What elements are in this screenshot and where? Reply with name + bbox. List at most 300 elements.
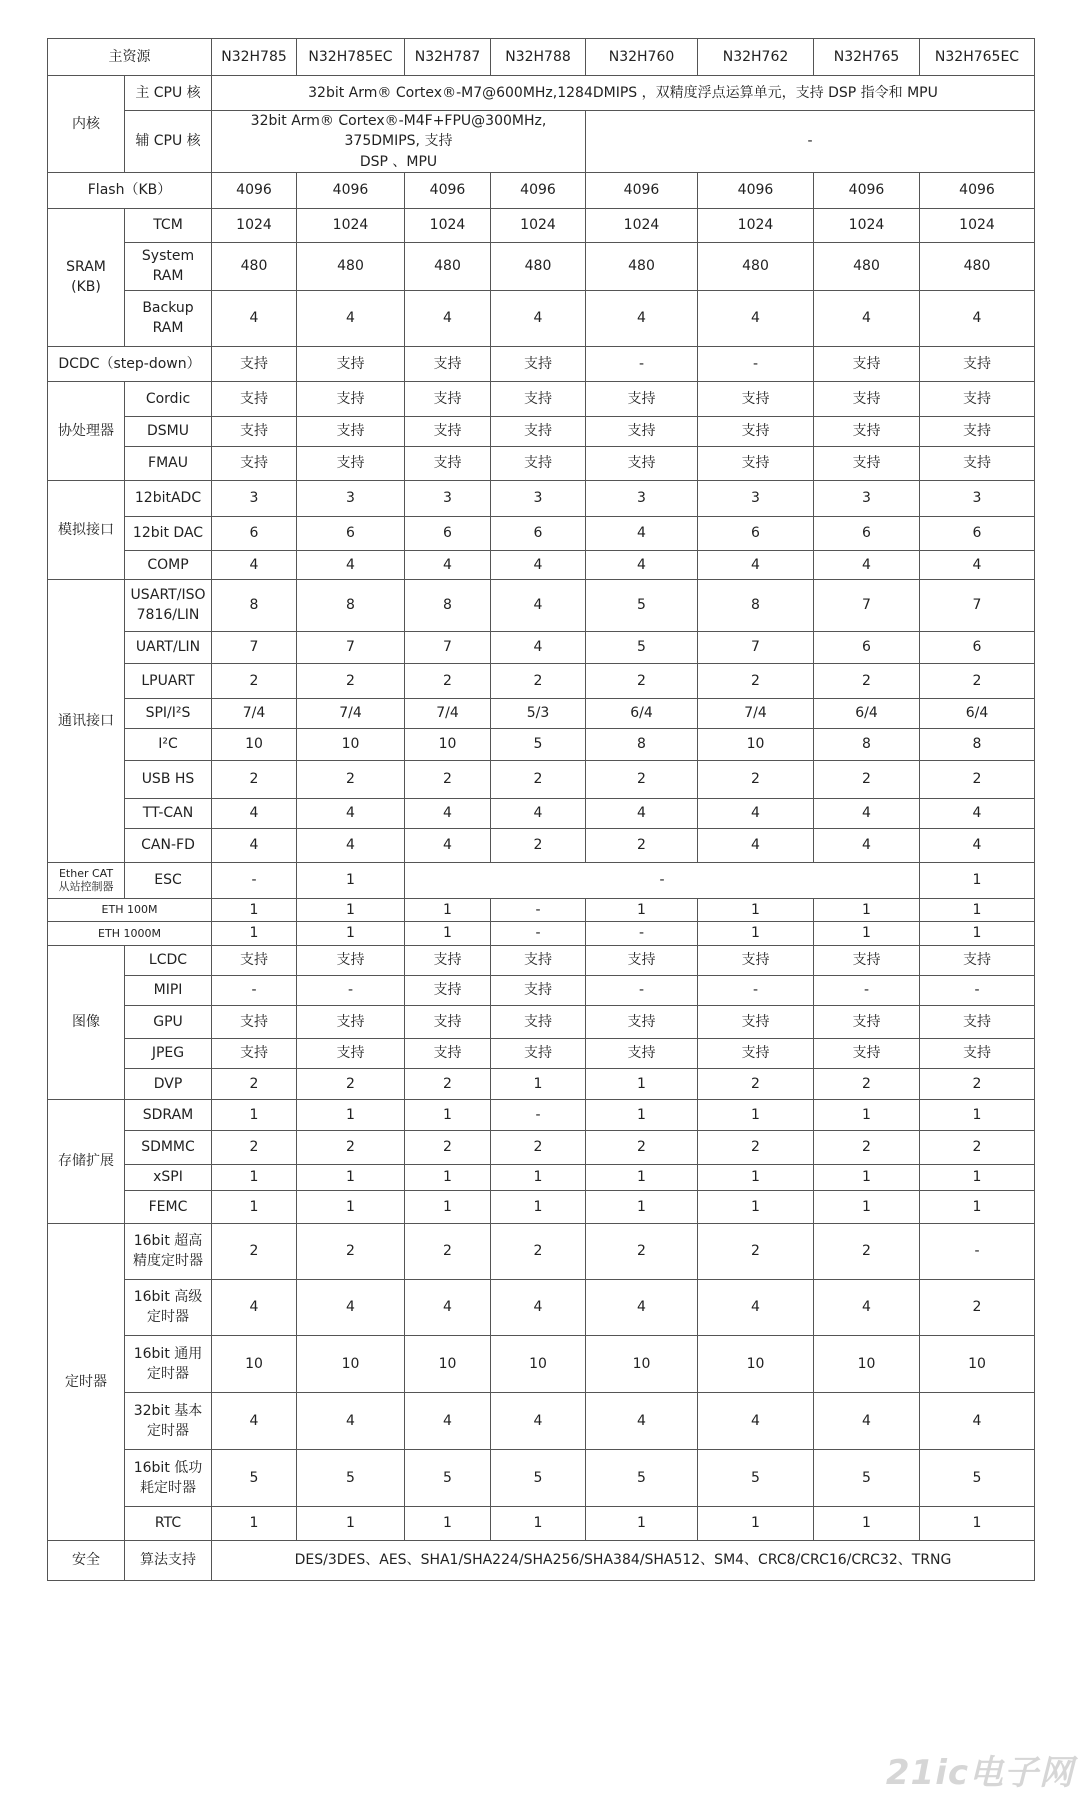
sram-row [48, 290, 1035, 346]
cell-text: 4 [862, 310, 871, 327]
cell-text: 2 [637, 1243, 646, 1260]
cell-text: - [807, 133, 813, 150]
value-cell [814, 1392, 920, 1449]
cell-text: 4 [346, 1299, 355, 1316]
value-cell [814, 1068, 920, 1099]
cell-text: 支持 [741, 1045, 770, 1062]
cell-text: 1 [533, 1515, 543, 1532]
value-cell [212, 1190, 297, 1223]
value-cell [297, 921, 405, 945]
value-cell [920, 1068, 1035, 1099]
value-cell [212, 1068, 297, 1099]
cell-text: 支持 [524, 423, 552, 440]
value-cell [586, 760, 698, 798]
value-cell [212, 516, 297, 550]
cell-text: 支持 [240, 455, 268, 472]
value-cell [491, 1164, 586, 1190]
image-row [48, 1005, 1035, 1038]
cell-text: 6 [443, 525, 452, 542]
cell-text: 7/4 [242, 705, 266, 722]
value-cell [698, 1449, 814, 1506]
cell-text: 3 [862, 490, 871, 507]
cell-text: 耗定时器 [140, 1479, 196, 1496]
comm-row [48, 760, 1035, 798]
cell-text: 支持 [963, 423, 991, 440]
cell-text: 1024 [737, 217, 774, 234]
cell-text: 1 [751, 1106, 760, 1123]
value-cell [405, 1223, 491, 1279]
value-cell [212, 663, 297, 698]
value-cell [586, 550, 698, 579]
value-cell [920, 346, 1035, 381]
cell-text: 支持 [336, 355, 365, 372]
value-cell [297, 346, 405, 381]
row-label [48, 346, 212, 381]
cell-text: 支持 [433, 952, 462, 969]
value-cell [586, 516, 698, 550]
value-cell [405, 760, 491, 798]
cell-text: 1 [637, 1198, 646, 1215]
value-cell [814, 1506, 920, 1540]
cell-text: 2 [533, 837, 543, 854]
value-cell [405, 798, 491, 828]
cell-text: Cordic [145, 390, 191, 407]
cell-text: 4 [443, 805, 452, 822]
value-cell [405, 898, 491, 921]
cell-text: 10 [245, 736, 263, 753]
image-row [48, 1038, 1035, 1068]
value-cell [491, 381, 586, 416]
cell-text: 支持 [433, 423, 462, 440]
value-cell [212, 242, 297, 290]
cell-text: - [659, 872, 665, 889]
cell-text: 2 [346, 1139, 355, 1156]
cell-text: RAM [152, 268, 184, 285]
sram-row [48, 242, 1035, 290]
sub-label [125, 663, 212, 698]
value-cell [491, 242, 586, 290]
cell-text: 4 [443, 1299, 452, 1316]
value-cell [405, 728, 491, 760]
cell-text: 支持 [852, 1045, 881, 1062]
cell-text: 3 [443, 490, 452, 507]
value-cell [491, 446, 586, 480]
value-cell [212, 1005, 297, 1038]
cell-text: N32H762 [722, 48, 789, 65]
value-cell [586, 1506, 698, 1540]
cell-text: xSPI [153, 1169, 183, 1186]
sub-label [125, 1392, 212, 1449]
cell-text: 1 [972, 1198, 982, 1215]
sub-label [125, 1005, 212, 1038]
value-cell [920, 516, 1035, 550]
value-cell [586, 1164, 698, 1190]
cell-text: 4 [533, 310, 543, 327]
core-aux-row [48, 111, 1035, 173]
value-cell [405, 631, 491, 663]
cell-text: 4 [862, 837, 871, 854]
value-cell [698, 760, 814, 798]
header-label [48, 39, 212, 76]
value-cell [297, 1506, 405, 1540]
value-cell [920, 698, 1035, 728]
group-label [48, 76, 125, 173]
value-cell [698, 1223, 814, 1279]
value-cell [698, 172, 814, 208]
value-cell [297, 1223, 405, 1279]
cell-text: 2 [862, 771, 871, 788]
cell-text: 4 [443, 310, 452, 327]
cell-text: - [638, 982, 645, 999]
cell-text: 支持 [741, 455, 770, 472]
cell-text: 6 [862, 525, 871, 542]
cell-text: 2 [443, 1075, 452, 1092]
value-cell [920, 862, 1035, 898]
value-cell [297, 446, 405, 480]
cell-text: 2 [637, 1139, 646, 1156]
value-cell [405, 1099, 491, 1130]
cell-text: GPU [153, 1013, 183, 1030]
sub-label [125, 290, 212, 346]
cell-text: 4 [533, 639, 543, 656]
value-cell [491, 760, 586, 798]
value-cell [920, 1279, 1035, 1335]
cell-text: FMAU [148, 455, 188, 472]
coproc-row [48, 446, 1035, 480]
value-cell [491, 1038, 586, 1068]
cell-text: 10 [438, 1355, 457, 1372]
value-cell [586, 1068, 698, 1099]
cell-text: 4 [637, 525, 646, 542]
cell-text: 1 [533, 1198, 543, 1215]
cell-text: 7816/LIN [136, 607, 200, 624]
cell-text: 定时器 [147, 1365, 189, 1382]
value-cell [920, 1392, 1035, 1449]
cell-text: LPUART [141, 672, 195, 689]
cell-text: 2 [862, 1075, 871, 1092]
value-cell [586, 290, 698, 346]
value-cell [814, 798, 920, 828]
value-cell [405, 242, 491, 290]
eth100-row [48, 898, 1035, 921]
comm-row [48, 828, 1035, 862]
cell-text: 7/4 [339, 705, 362, 722]
value-cell [586, 1099, 698, 1130]
cell-text: 1 [862, 1169, 871, 1186]
cell-text: 支持 [524, 952, 552, 969]
value-cell [698, 1099, 814, 1130]
cell-text: 6 [249, 525, 259, 542]
cell-text: 支持 [627, 423, 656, 440]
cell-text: 2 [751, 1243, 760, 1260]
value-cell [491, 798, 586, 828]
cell-text: 10 [438, 736, 457, 753]
cell-text: 480 [628, 258, 655, 275]
cell-text: JPEG [151, 1045, 185, 1062]
cell-text: 5 [637, 639, 646, 656]
cell-text: 32bit Arm® Cortex®-M7@600MHz,1284DMIPS ，双精度浮点运算单元，支持 DSP 指令和 MPU [308, 84, 938, 101]
model-header [920, 39, 1035, 76]
cell-text: 480 [853, 258, 880, 275]
value-cell [698, 550, 814, 579]
cell-text: 1 [862, 901, 871, 918]
value-cell [814, 1223, 920, 1279]
cell-text: 3 [637, 490, 646, 507]
value-cell [212, 1099, 297, 1130]
cell-text: 2 [533, 672, 543, 689]
cell-text: 4 [751, 310, 760, 327]
cell-text: 10 [968, 1355, 986, 1372]
cell-text: 480 [742, 258, 769, 275]
value-cell [814, 381, 920, 416]
value-cell [491, 346, 586, 381]
cell-text: RTC [154, 1515, 182, 1532]
value-cell [586, 446, 698, 480]
cell-text: 2 [637, 837, 646, 854]
cell-text: TCM [153, 217, 183, 234]
value-cell [814, 242, 920, 290]
value-cell [491, 1392, 586, 1449]
cell-text: 7 [972, 597, 982, 614]
value-cell [405, 1335, 491, 1392]
group-label [48, 579, 125, 862]
sub-label [125, 1099, 212, 1130]
value-cell [405, 862, 920, 898]
value-cell [297, 1279, 405, 1335]
cell-text: 10 [341, 1355, 360, 1372]
value-cell [297, 728, 405, 760]
cell-text: 4 [249, 837, 259, 854]
cell-text: 4 [637, 1412, 646, 1429]
value-cell [212, 1038, 297, 1068]
image-row [48, 945, 1035, 975]
cell-text: 2 [972, 1299, 982, 1316]
cell-text: 1 [346, 1515, 355, 1532]
value-cell [586, 663, 698, 698]
value-cell [814, 1279, 920, 1335]
value-cell [491, 921, 586, 945]
value-cell [586, 1038, 698, 1068]
value-cell [698, 945, 814, 975]
cell-text: 7/4 [744, 705, 767, 722]
value-cell [297, 1449, 405, 1506]
cell-text: 1 [637, 1169, 646, 1186]
value-cell [814, 1335, 920, 1392]
value-cell [405, 480, 491, 516]
value-cell [297, 480, 405, 516]
cell-text: 支持 [963, 390, 991, 407]
cell-text: 1024 [332, 217, 369, 234]
cell-text: 支持 [240, 390, 268, 407]
cell-text: DVP [153, 1075, 183, 1092]
cell-text: 4096 [623, 182, 660, 199]
cell-text: 1 [249, 901, 259, 918]
cell-text: - [535, 901, 541, 918]
cell-text: 支持 [524, 1045, 552, 1062]
value-cell [586, 480, 698, 516]
value-cell [698, 921, 814, 945]
value-cell [297, 416, 405, 446]
cell-text: 5 [972, 1469, 982, 1486]
value-cell [920, 728, 1035, 760]
cell-text: 模拟接口 [58, 521, 114, 538]
sub-label [125, 728, 212, 760]
cell-text: 4 [249, 1412, 259, 1429]
cell-text: 1 [751, 1515, 760, 1532]
cell-text: 480 [240, 258, 268, 275]
cell-text: 主 CPU 核 [135, 84, 201, 101]
value-cell [491, 1335, 586, 1392]
cell-text: 4 [751, 805, 760, 822]
cell-text: 安全 [72, 1552, 100, 1569]
cell-text: 4 [443, 837, 452, 854]
cell-text: I²C [158, 736, 178, 753]
value-cell [297, 1392, 405, 1449]
cell-text: 4 [637, 805, 646, 822]
value-cell [920, 381, 1035, 416]
cell-text: 支持 [741, 423, 770, 440]
cell-text: 4 [346, 556, 355, 573]
cell-text: 1 [637, 1515, 646, 1532]
cell-text: - [251, 982, 257, 999]
value-cell [405, 1190, 491, 1223]
value-cell [297, 975, 405, 1005]
value-cell [814, 1038, 920, 1068]
value-cell [698, 1068, 814, 1099]
value-cell [698, 579, 814, 631]
cell-text: - [752, 355, 759, 372]
value-cell [491, 1005, 586, 1038]
cell-text: 5 [443, 1469, 452, 1486]
value-cell [405, 921, 491, 945]
cell-text: 支持 [627, 952, 656, 969]
value-cell [698, 480, 814, 516]
cell-text: 6 [972, 525, 982, 542]
sub-label [125, 1164, 212, 1190]
value-cell [698, 1392, 814, 1449]
cell-text: 1 [751, 1198, 760, 1215]
value-cell [212, 862, 297, 898]
cell-text: 4 [637, 310, 646, 327]
value-cell [920, 242, 1035, 290]
cell-text: Backup [142, 300, 194, 317]
cell-text: 2 [533, 1139, 543, 1156]
value-cell [814, 1449, 920, 1506]
cell-text: SDMMC [141, 1139, 195, 1156]
value-cell [491, 208, 586, 242]
value-cell [212, 550, 297, 579]
cell-text: 1 [972, 1106, 982, 1123]
cell-text: 1 [972, 1515, 982, 1532]
sub-label [125, 1540, 212, 1580]
cell-text: 1 [346, 1106, 355, 1123]
value-cell [491, 698, 586, 728]
main-cpu-value [212, 76, 1035, 111]
value-cell [212, 921, 297, 945]
sub-label [125, 446, 212, 480]
cell-text: 4 [862, 556, 871, 573]
cell-text: 4 [443, 1412, 452, 1429]
cell-text: 支持 [741, 390, 770, 407]
cell-text: USB HS [141, 771, 195, 788]
cell-text: - [535, 925, 541, 942]
cell-text: 支持 [852, 1013, 881, 1030]
cell-text: 10 [632, 1355, 651, 1372]
value-cell [920, 1506, 1035, 1540]
value-cell [297, 698, 405, 728]
cell-text: 4 [972, 805, 982, 822]
cell-text: 1 [862, 1515, 871, 1532]
cell-text: 支持 [627, 455, 656, 472]
cell-text: 支持 [433, 1045, 462, 1062]
value-cell [698, 698, 814, 728]
value-cell [698, 346, 814, 381]
value-cell [586, 631, 698, 663]
cell-text: 支持 [240, 423, 268, 440]
group-label [48, 381, 125, 480]
analog-row [48, 550, 1035, 579]
timer-row [48, 1392, 1035, 1449]
cell-text: 1 [637, 1075, 646, 1092]
value-cell [491, 828, 586, 862]
value-cell [698, 1506, 814, 1540]
cell-text: 3 [249, 490, 259, 507]
cell-text: 支持 [433, 982, 462, 999]
storage-row [48, 1190, 1035, 1223]
cell-text: 5 [862, 1469, 871, 1486]
cell-text: 支持 [240, 952, 268, 969]
value-cell [586, 945, 698, 975]
cell-text: N32H765 [833, 48, 900, 65]
row-label [48, 898, 212, 921]
cell-text: 5 [637, 597, 646, 614]
cell-text: 协处理器 [58, 422, 114, 439]
value-cell [920, 1335, 1035, 1392]
cell-text: 2 [637, 672, 646, 689]
cell-text: 支持 [524, 982, 552, 999]
cell-text: 支持 [741, 952, 770, 969]
value-cell [491, 663, 586, 698]
cell-text: 支持 [852, 355, 881, 372]
timer-row [48, 1506, 1035, 1540]
cell-text: 4 [862, 805, 871, 822]
cell-text: 支持 [336, 1013, 365, 1030]
value-cell [586, 1279, 698, 1335]
value-cell [920, 208, 1035, 242]
cell-text: 5 [346, 1469, 355, 1486]
cell-text: 4 [249, 556, 259, 573]
value-cell [814, 760, 920, 798]
cell-text: 3 [972, 490, 982, 507]
cell-text: 4 [249, 1299, 259, 1316]
cell-text: 2 [972, 1075, 982, 1092]
cell-text: 支持 [524, 455, 552, 472]
model-header [212, 39, 297, 76]
value-cell [920, 828, 1035, 862]
cell-text: CAN-FD [141, 837, 195, 854]
cell-text: 3 [533, 490, 543, 507]
coproc-row [48, 416, 1035, 446]
cell-text: 支持 [963, 455, 991, 472]
value-cell [586, 242, 698, 290]
value-cell [212, 898, 297, 921]
cell-text: 10 [529, 1355, 547, 1372]
value-cell [212, 1335, 297, 1392]
value-cell [212, 1130, 297, 1164]
value-cell [212, 1164, 297, 1190]
spec-table [47, 38, 1035, 1581]
cell-text: 2 [249, 1075, 259, 1092]
